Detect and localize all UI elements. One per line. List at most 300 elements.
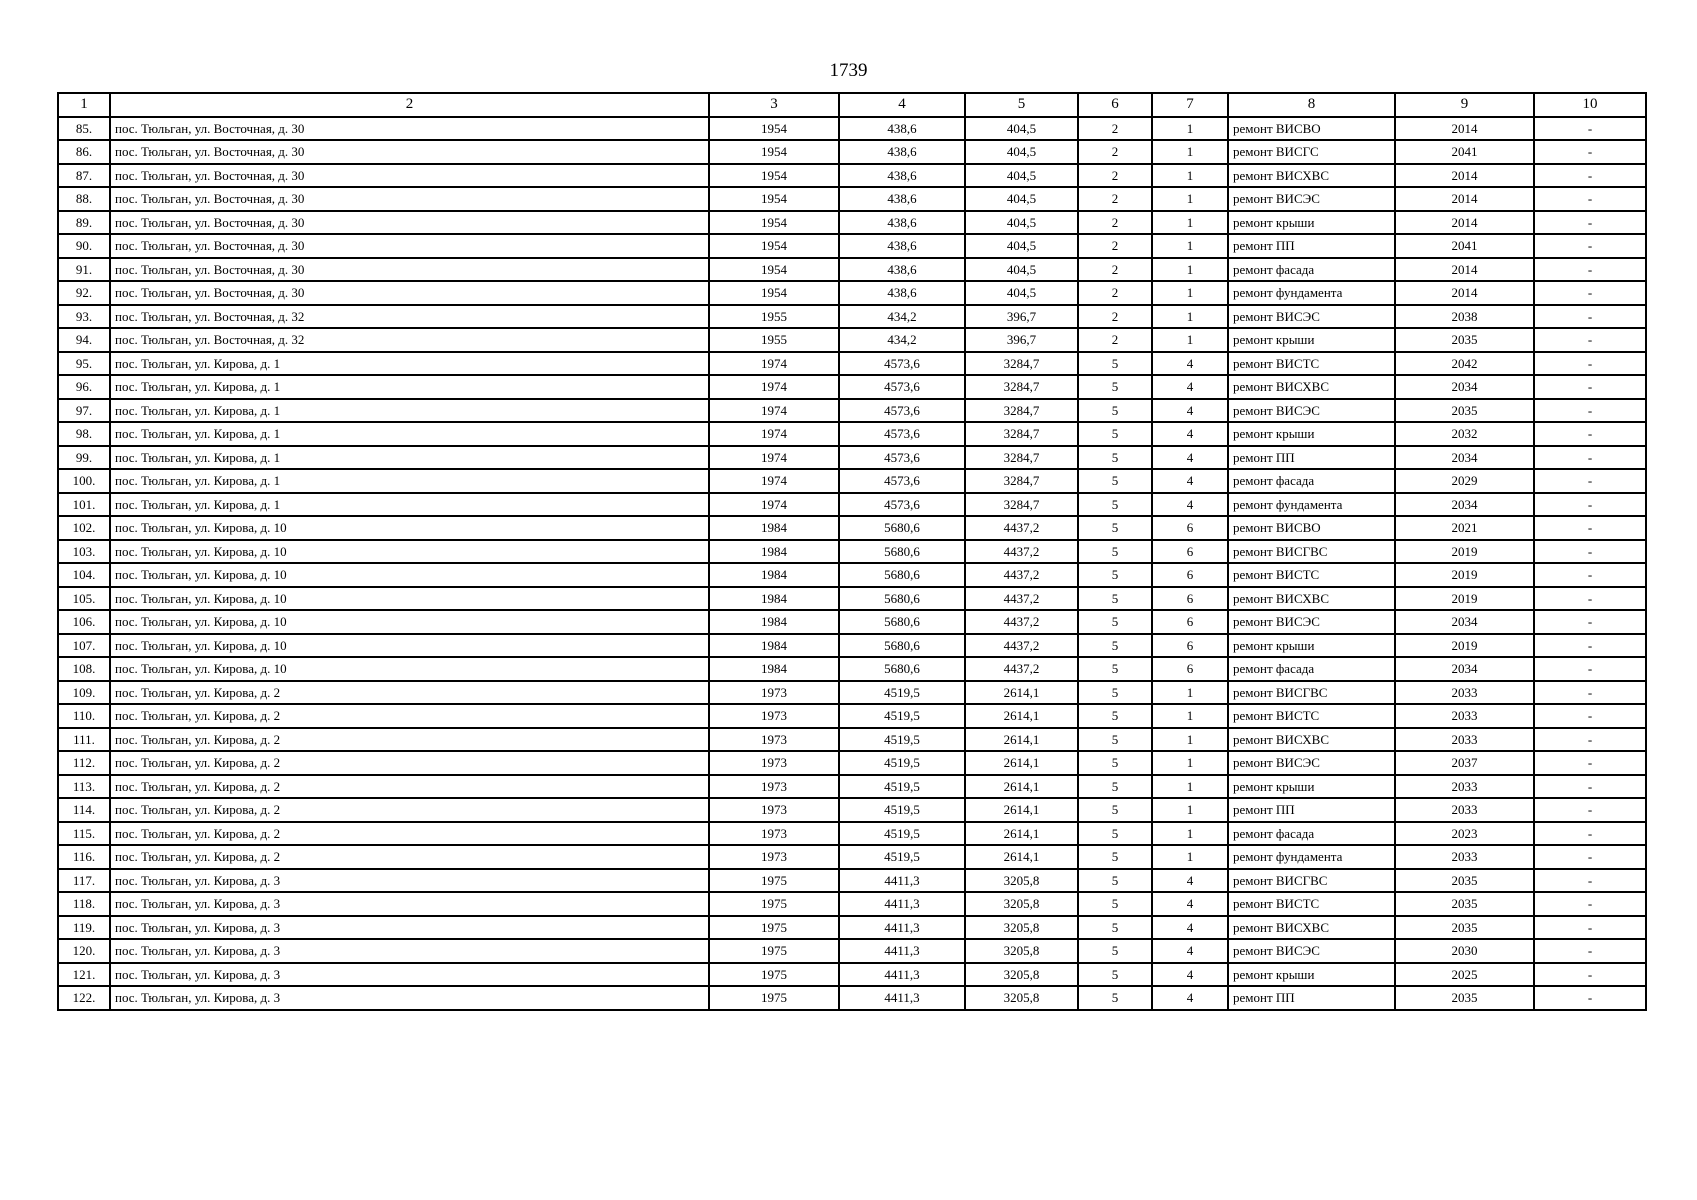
floors-cell: 5 <box>1078 563 1152 587</box>
work-type-cell: ремонт крыши <box>1228 328 1395 352</box>
column-header: 1 <box>58 93 110 117</box>
year-cell: 1973 <box>709 704 839 728</box>
year-cell: 1973 <box>709 775 839 799</box>
year-cell: 1975 <box>709 916 839 940</box>
area-total-cell: 4573,6 <box>839 399 965 423</box>
planned-year-cell: 2019 <box>1395 634 1534 658</box>
floors-cell: 2 <box>1078 234 1152 258</box>
address-cell: пос. Тюльган, ул. Восточная, д. 30 <box>110 258 709 282</box>
note-cell: - <box>1534 892 1646 916</box>
table-row <box>58 869 1646 893</box>
row-number-cell: 91. <box>58 258 110 282</box>
year-cell: 1984 <box>709 516 839 540</box>
area-living-cell: 2614,1 <box>965 704 1078 728</box>
year-cell: 1984 <box>709 634 839 658</box>
address-cell: пос. Тюльган, ул. Кирова, д. 10 <box>110 516 709 540</box>
table-row <box>58 728 1646 752</box>
address-cell: пос. Тюльган, ул. Кирова, д. 1 <box>110 446 709 470</box>
note-cell: - <box>1534 117 1646 141</box>
entrances-cell: 1 <box>1152 305 1228 329</box>
table-row <box>58 117 1646 141</box>
address-cell: пос. Тюльган, ул. Восточная, д. 32 <box>110 328 709 352</box>
note-cell: - <box>1534 798 1646 822</box>
planned-year-cell: 2019 <box>1395 587 1534 611</box>
area-living-cell: 404,5 <box>965 140 1078 164</box>
year-cell: 1973 <box>709 751 839 775</box>
work-type-cell: ремонт ВИСТС <box>1228 352 1395 376</box>
table-row <box>58 281 1646 305</box>
entrances-cell: 1 <box>1152 234 1228 258</box>
row-number-cell: 89. <box>58 211 110 235</box>
entrances-cell: 6 <box>1152 657 1228 681</box>
area-living-cell: 3284,7 <box>965 352 1078 376</box>
year-cell: 1954 <box>709 117 839 141</box>
planned-year-cell: 2025 <box>1395 963 1534 987</box>
floors-cell: 5 <box>1078 516 1152 540</box>
note-cell: - <box>1534 140 1646 164</box>
planned-year-cell: 2034 <box>1395 657 1534 681</box>
row-number-cell: 93. <box>58 305 110 329</box>
area-total-cell: 5680,6 <box>839 540 965 564</box>
floors-cell: 2 <box>1078 305 1152 329</box>
area-total-cell: 4519,5 <box>839 728 965 752</box>
address-cell: пос. Тюльган, ул. Кирова, д. 3 <box>110 963 709 987</box>
table-row <box>58 563 1646 587</box>
work-type-cell: ремонт ВИСЭС <box>1228 939 1395 963</box>
area-total-cell: 438,6 <box>839 117 965 141</box>
work-type-cell: ремонт фасада <box>1228 258 1395 282</box>
row-number-cell: 90. <box>58 234 110 258</box>
area-living-cell: 4437,2 <box>965 516 1078 540</box>
note-cell: - <box>1534 399 1646 423</box>
row-number-cell: 120. <box>58 939 110 963</box>
floors-cell: 5 <box>1078 916 1152 940</box>
floors-cell: 2 <box>1078 140 1152 164</box>
area-total-cell: 4411,3 <box>839 939 965 963</box>
area-living-cell: 2614,1 <box>965 822 1078 846</box>
floors-cell: 5 <box>1078 704 1152 728</box>
planned-year-cell: 2033 <box>1395 775 1534 799</box>
floors-cell: 5 <box>1078 634 1152 658</box>
planned-year-cell: 2032 <box>1395 422 1534 446</box>
planned-year-cell: 2034 <box>1395 610 1534 634</box>
floors-cell: 5 <box>1078 845 1152 869</box>
table-row <box>58 211 1646 235</box>
floors-cell: 5 <box>1078 375 1152 399</box>
row-number-cell: 102. <box>58 516 110 540</box>
address-cell: пос. Тюльган, ул. Кирова, д. 2 <box>110 681 709 705</box>
floors-cell: 5 <box>1078 986 1152 1010</box>
area-total-cell: 4411,3 <box>839 986 965 1010</box>
floors-cell: 5 <box>1078 446 1152 470</box>
year-cell: 1984 <box>709 587 839 611</box>
row-number-cell: 85. <box>58 117 110 141</box>
entrances-cell: 1 <box>1152 140 1228 164</box>
row-number-cell: 109. <box>58 681 110 705</box>
area-total-cell: 438,6 <box>839 234 965 258</box>
address-cell: пос. Тюльган, ул. Кирова, д. 3 <box>110 916 709 940</box>
table-row <box>58 375 1646 399</box>
area-living-cell: 404,5 <box>965 281 1078 305</box>
address-cell: пос. Тюльган, ул. Кирова, д. 1 <box>110 422 709 446</box>
address-cell: пос. Тюльган, ул. Кирова, д. 10 <box>110 610 709 634</box>
column-header: 8 <box>1228 93 1395 117</box>
area-living-cell: 404,5 <box>965 234 1078 258</box>
area-total-cell: 438,6 <box>839 211 965 235</box>
row-number-cell: 110. <box>58 704 110 728</box>
address-cell: пос. Тюльган, ул. Восточная, д. 30 <box>110 140 709 164</box>
note-cell: - <box>1534 375 1646 399</box>
row-number-cell: 112. <box>58 751 110 775</box>
address-cell: пос. Тюльган, ул. Кирова, д. 2 <box>110 845 709 869</box>
area-total-cell: 4519,5 <box>839 798 965 822</box>
floors-cell: 2 <box>1078 187 1152 211</box>
work-type-cell: ремонт крыши <box>1228 634 1395 658</box>
entrances-cell: 4 <box>1152 963 1228 987</box>
year-cell: 1975 <box>709 963 839 987</box>
address-cell: пос. Тюльган, ул. Кирова, д. 3 <box>110 986 709 1010</box>
entrances-cell: 1 <box>1152 822 1228 846</box>
planned-year-cell: 2035 <box>1395 916 1534 940</box>
year-cell: 1975 <box>709 939 839 963</box>
note-cell: - <box>1534 634 1646 658</box>
planned-year-cell: 2034 <box>1395 446 1534 470</box>
floors-cell: 5 <box>1078 869 1152 893</box>
note-cell: - <box>1534 939 1646 963</box>
work-type-cell: ремонт фасада <box>1228 469 1395 493</box>
row-number-cell: 108. <box>58 657 110 681</box>
address-cell: пос. Тюльган, ул. Кирова, д. 2 <box>110 751 709 775</box>
area-total-cell: 434,2 <box>839 305 965 329</box>
table-row <box>58 845 1646 869</box>
planned-year-cell: 2033 <box>1395 681 1534 705</box>
table-row <box>58 587 1646 611</box>
year-cell: 1954 <box>709 281 839 305</box>
work-type-cell: ремонт ПП <box>1228 446 1395 470</box>
area-living-cell: 2614,1 <box>965 775 1078 799</box>
floors-cell: 5 <box>1078 587 1152 611</box>
floors-cell: 2 <box>1078 164 1152 188</box>
entrances-cell: 1 <box>1152 751 1228 775</box>
area-total-cell: 4519,5 <box>839 822 965 846</box>
address-cell: пос. Тюльган, ул. Кирова, д. 1 <box>110 469 709 493</box>
note-cell: - <box>1534 446 1646 470</box>
area-living-cell: 2614,1 <box>965 751 1078 775</box>
area-total-cell: 4519,5 <box>839 845 965 869</box>
area-total-cell: 4411,3 <box>839 869 965 893</box>
row-number-cell: 101. <box>58 493 110 517</box>
area-total-cell: 4519,5 <box>839 751 965 775</box>
entrances-cell: 4 <box>1152 892 1228 916</box>
note-cell: - <box>1534 916 1646 940</box>
work-type-cell: ремонт фундамента <box>1228 281 1395 305</box>
entrances-cell: 4 <box>1152 422 1228 446</box>
work-type-cell: ремонт ВИСГВС <box>1228 681 1395 705</box>
year-cell: 1954 <box>709 258 839 282</box>
note-cell: - <box>1534 211 1646 235</box>
year-cell: 1984 <box>709 540 839 564</box>
row-number-cell: 115. <box>58 822 110 846</box>
work-type-cell: ремонт крыши <box>1228 963 1395 987</box>
address-cell: пос. Тюльган, ул. Кирова, д. 2 <box>110 822 709 846</box>
entrances-cell: 1 <box>1152 211 1228 235</box>
year-cell: 1975 <box>709 986 839 1010</box>
floors-cell: 5 <box>1078 469 1152 493</box>
row-number-cell: 100. <box>58 469 110 493</box>
year-cell: 1984 <box>709 563 839 587</box>
entrances-cell: 1 <box>1152 258 1228 282</box>
year-cell: 1973 <box>709 845 839 869</box>
area-total-cell: 438,6 <box>839 164 965 188</box>
area-total-cell: 4519,5 <box>839 681 965 705</box>
table-row <box>58 164 1646 188</box>
note-cell: - <box>1534 657 1646 681</box>
planned-year-cell: 2034 <box>1395 493 1534 517</box>
row-number-cell: 88. <box>58 187 110 211</box>
row-number-cell: 103. <box>58 540 110 564</box>
area-total-cell: 4573,6 <box>839 469 965 493</box>
note-cell: - <box>1534 845 1646 869</box>
planned-year-cell: 2035 <box>1395 328 1534 352</box>
note-cell: - <box>1534 281 1646 305</box>
year-cell: 1974 <box>709 469 839 493</box>
entrances-cell: 4 <box>1152 916 1228 940</box>
planned-year-cell: 2037 <box>1395 751 1534 775</box>
table-row <box>58 751 1646 775</box>
note-cell: - <box>1534 704 1646 728</box>
area-living-cell: 3284,7 <box>965 422 1078 446</box>
floors-cell: 5 <box>1078 963 1152 987</box>
floors-cell: 5 <box>1078 822 1152 846</box>
area-living-cell: 396,7 <box>965 328 1078 352</box>
note-cell: - <box>1534 328 1646 352</box>
table-row <box>58 939 1646 963</box>
page-number: 1739 <box>829 60 868 81</box>
area-living-cell: 3284,7 <box>965 493 1078 517</box>
address-cell: пос. Тюльган, ул. Кирова, д. 3 <box>110 869 709 893</box>
note-cell: - <box>1534 822 1646 846</box>
work-type-cell: ремонт ВИСГВС <box>1228 540 1395 564</box>
floors-cell: 5 <box>1078 728 1152 752</box>
work-type-cell: ремонт ВИСЭС <box>1228 610 1395 634</box>
address-cell: пос. Тюльган, ул. Кирова, д. 3 <box>110 892 709 916</box>
work-type-cell: ремонт ВИСХВС <box>1228 587 1395 611</box>
area-living-cell: 404,5 <box>965 164 1078 188</box>
area-living-cell: 4437,2 <box>965 657 1078 681</box>
planned-year-cell: 2014 <box>1395 258 1534 282</box>
row-number-cell: 97. <box>58 399 110 423</box>
work-type-cell: ремонт ВИСТС <box>1228 704 1395 728</box>
year-cell: 1974 <box>709 493 839 517</box>
area-total-cell: 4519,5 <box>839 775 965 799</box>
row-number-cell: 119. <box>58 916 110 940</box>
row-number-cell: 114. <box>58 798 110 822</box>
year-cell: 1973 <box>709 822 839 846</box>
area-total-cell: 4573,6 <box>839 446 965 470</box>
note-cell: - <box>1534 305 1646 329</box>
row-number-cell: 107. <box>58 634 110 658</box>
floors-cell: 5 <box>1078 657 1152 681</box>
work-type-cell: ремонт ПП <box>1228 986 1395 1010</box>
planned-year-cell: 2014 <box>1395 281 1534 305</box>
year-cell: 1954 <box>709 234 839 258</box>
entrances-cell: 6 <box>1152 540 1228 564</box>
floors-cell: 2 <box>1078 281 1152 305</box>
year-cell: 1954 <box>709 211 839 235</box>
planned-year-cell: 2033 <box>1395 704 1534 728</box>
entrances-cell: 4 <box>1152 375 1228 399</box>
planned-year-cell: 2034 <box>1395 375 1534 399</box>
area-total-cell: 4411,3 <box>839 963 965 987</box>
planned-year-cell: 2042 <box>1395 352 1534 376</box>
area-total-cell: 4519,5 <box>839 704 965 728</box>
floors-cell: 5 <box>1078 352 1152 376</box>
entrances-cell: 1 <box>1152 328 1228 352</box>
planned-year-cell: 2030 <box>1395 939 1534 963</box>
year-cell: 1974 <box>709 375 839 399</box>
area-total-cell: 438,6 <box>839 140 965 164</box>
area-total-cell: 5680,6 <box>839 563 965 587</box>
area-total-cell: 5680,6 <box>839 587 965 611</box>
work-type-cell: ремонт ВИСГС <box>1228 140 1395 164</box>
work-type-cell: ремонт крыши <box>1228 775 1395 799</box>
table-row <box>58 469 1646 493</box>
entrances-cell: 6 <box>1152 610 1228 634</box>
work-type-cell: ремонт ВИСХВС <box>1228 916 1395 940</box>
area-total-cell: 4411,3 <box>839 916 965 940</box>
planned-year-cell: 2033 <box>1395 728 1534 752</box>
area-living-cell: 404,5 <box>965 211 1078 235</box>
floors-cell: 5 <box>1078 422 1152 446</box>
row-number-cell: 122. <box>58 986 110 1010</box>
address-cell: пос. Тюльган, ул. Кирова, д. 10 <box>110 540 709 564</box>
area-living-cell: 3205,8 <box>965 986 1078 1010</box>
row-number-cell: 111. <box>58 728 110 752</box>
entrances-cell: 1 <box>1152 681 1228 705</box>
year-cell: 1954 <box>709 164 839 188</box>
address-cell: пос. Тюльган, ул. Кирова, д. 1 <box>110 399 709 423</box>
table-row <box>58 657 1646 681</box>
year-cell: 1984 <box>709 657 839 681</box>
year-cell: 1954 <box>709 140 839 164</box>
entrances-cell: 1 <box>1152 845 1228 869</box>
area-total-cell: 4573,6 <box>839 422 965 446</box>
entrances-cell: 4 <box>1152 939 1228 963</box>
area-living-cell: 2614,1 <box>965 728 1078 752</box>
area-living-cell: 4437,2 <box>965 610 1078 634</box>
note-cell: - <box>1534 775 1646 799</box>
planned-year-cell: 2014 <box>1395 117 1534 141</box>
row-number-cell: 116. <box>58 845 110 869</box>
work-type-cell: ремонт фундамента <box>1228 845 1395 869</box>
entrances-cell: 1 <box>1152 775 1228 799</box>
area-living-cell: 4437,2 <box>965 587 1078 611</box>
entrances-cell: 1 <box>1152 798 1228 822</box>
row-number-cell: 105. <box>58 587 110 611</box>
row-number-cell: 94. <box>58 328 110 352</box>
planned-year-cell: 2035 <box>1395 986 1534 1010</box>
table-row <box>58 399 1646 423</box>
floors-cell: 5 <box>1078 892 1152 916</box>
work-type-cell: ремонт ВИСЭС <box>1228 751 1395 775</box>
entrances-cell: 1 <box>1152 187 1228 211</box>
entrances-cell: 4 <box>1152 399 1228 423</box>
area-living-cell: 3205,8 <box>965 939 1078 963</box>
area-total-cell: 438,6 <box>839 187 965 211</box>
entrances-cell: 6 <box>1152 563 1228 587</box>
floors-cell: 5 <box>1078 751 1152 775</box>
note-cell: - <box>1534 963 1646 987</box>
address-cell: пос. Тюльган, ул. Кирова, д. 2 <box>110 798 709 822</box>
floors-cell: 2 <box>1078 117 1152 141</box>
address-cell: пос. Тюльган, ул. Кирова, д. 2 <box>110 775 709 799</box>
row-number-cell: 106. <box>58 610 110 634</box>
year-cell: 1974 <box>709 352 839 376</box>
work-type-cell: ремонт крыши <box>1228 211 1395 235</box>
area-living-cell: 2614,1 <box>965 845 1078 869</box>
year-cell: 1975 <box>709 892 839 916</box>
table-row <box>58 187 1646 211</box>
address-cell: пос. Тюльган, ул. Восточная, д. 30 <box>110 211 709 235</box>
column-header: 2 <box>110 93 709 117</box>
work-type-cell: ремонт ВИСТС <box>1228 563 1395 587</box>
floors-cell: 5 <box>1078 681 1152 705</box>
column-header: 4 <box>839 93 965 117</box>
table-row <box>58 775 1646 799</box>
year-cell: 1974 <box>709 399 839 423</box>
year-cell: 1975 <box>709 869 839 893</box>
row-number-cell: 86. <box>58 140 110 164</box>
entrances-cell: 1 <box>1152 281 1228 305</box>
address-cell: пос. Тюльган, ул. Кирова, д. 2 <box>110 704 709 728</box>
entrances-cell: 6 <box>1152 516 1228 540</box>
entrances-cell: 1 <box>1152 117 1228 141</box>
area-living-cell: 4437,2 <box>965 634 1078 658</box>
area-living-cell: 3284,7 <box>965 375 1078 399</box>
planned-year-cell: 2035 <box>1395 399 1534 423</box>
floors-cell: 5 <box>1078 610 1152 634</box>
year-cell: 1984 <box>709 610 839 634</box>
entrances-cell: 4 <box>1152 986 1228 1010</box>
entrances-cell: 1 <box>1152 728 1228 752</box>
work-type-cell: ремонт ВИСХВС <box>1228 728 1395 752</box>
year-cell: 1954 <box>709 187 839 211</box>
table-row <box>58 493 1646 517</box>
table-row <box>58 305 1646 329</box>
note-cell: - <box>1534 986 1646 1010</box>
column-header: 6 <box>1078 93 1152 117</box>
planned-year-cell: 2029 <box>1395 469 1534 493</box>
table-row <box>58 328 1646 352</box>
table-row <box>58 916 1646 940</box>
address-cell: пос. Тюльган, ул. Восточная, д. 30 <box>110 187 709 211</box>
planned-year-cell: 2033 <box>1395 798 1534 822</box>
address-cell: пос. Тюльган, ул. Кирова, д. 10 <box>110 634 709 658</box>
work-type-cell: ремонт ВИСХВС <box>1228 375 1395 399</box>
year-cell: 1955 <box>709 305 839 329</box>
work-type-cell: ремонт ПП <box>1228 234 1395 258</box>
note-cell: - <box>1534 352 1646 376</box>
entrances-cell: 1 <box>1152 704 1228 728</box>
area-living-cell: 3284,7 <box>965 399 1078 423</box>
area-living-cell: 2614,1 <box>965 681 1078 705</box>
column-number-header-row <box>58 93 1646 117</box>
area-total-cell: 5680,6 <box>839 634 965 658</box>
area-total-cell: 4573,6 <box>839 493 965 517</box>
entrances-cell: 4 <box>1152 469 1228 493</box>
table-row <box>58 234 1646 258</box>
note-cell: - <box>1534 869 1646 893</box>
